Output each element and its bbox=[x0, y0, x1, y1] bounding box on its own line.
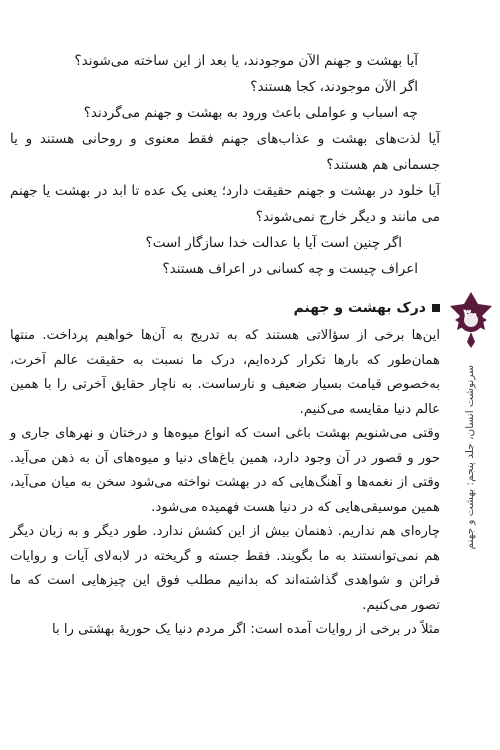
main-text bbox=[10, 48, 440, 643]
section-heading-text: درک بهشت و جهنم bbox=[293, 300, 426, 316]
running-title bbox=[457, 365, 483, 695]
question-5: آیا خلود در بهشت و جهنم حقیقت دارد؛ یعنی یک عده تا ابد در بهشت یا جهنم می مانند و دیگر خارج نمی‌شوند؟ bbox=[10, 183, 440, 225]
bullet-square-icon bbox=[432, 304, 440, 312]
paragraph-4: مثلاً در برخی از روایات آمده است: اگر مردم دنیا یک حوریهٔ بهشتی را با bbox=[51, 622, 440, 637]
question-3: چه اسباب و عواملی باعث ورود به بهشت و جهنم می‌گردند؟ bbox=[83, 105, 418, 121]
right-margin bbox=[442, 0, 500, 750]
paragraph-3: چاره‌ای هم نداریم. ذهنمان بیش از این کشش ندارد. طور دیگر و به زبان دیگر هم نمی‌توانستند به ما بگویند. فقط جسته و گریخته در لابه‌لای آیات و روایات قرائن و شواهدی گذاشته‌اند که بدانیم مطلب فوق این چیزهایی است که ما تصور می‌کنیم. bbox=[10, 524, 440, 613]
question-2: اگر الآن موجودند، کجا هستند؟ bbox=[250, 79, 418, 95]
paragraph-2: وقتی می‌شنویم بهشت باغی است که انواع میوه‌ها و درختان و نهرهای جاری و حور و قصور در آن وجود دارد، همین باغ‌های دنیا و میوه‌های آن به ذهن می‌آید. وقتی از نغمه‌ها و آهنگ‌هایی که در بهشت نواخته می‌شود سخن به میان می‌آید، همین موسیقی‌هایی که در دنیا هست فهمیده می‌شود. bbox=[10, 426, 440, 515]
page-number: ۳۰ bbox=[463, 307, 479, 322]
section-heading bbox=[10, 296, 440, 320]
question-7: اعراف چیست و چه کسانی در اعراف هستند؟ bbox=[162, 261, 418, 277]
question-4: آیا لذت‌های بهشت و عذاب‌های جهنم فقط معنوی و روحانی هستند و یا جسمانی هم هستند؟ bbox=[10, 131, 440, 173]
paragraph-1: این‌ها برخی از سؤالاتی هستند که به تدریج به آن‌ها خواهیم پرداخت. منتها همان‌طور که بارها تکرار کرده‌ایم، درک ما نسبت به حقیقت عالم آخرت، به‌خصوص قیامت بسیار ضعیف و نارساست. به ناچار حقایق آخرتی را با همین عالم دنیا مقایسه می‌کنیم. bbox=[10, 328, 440, 417]
running-title-text: سرنوشت انسان، جلد پنجم: بهشت و جهنم bbox=[464, 365, 476, 550]
question-1: آیا بهشت و جهنم الآن موجودند، یا بعد از این ساخته می‌شوند؟ bbox=[74, 53, 418, 69]
question-6: اگر چنین است آیا با عدالت خدا سازگار است؟ bbox=[145, 235, 402, 251]
